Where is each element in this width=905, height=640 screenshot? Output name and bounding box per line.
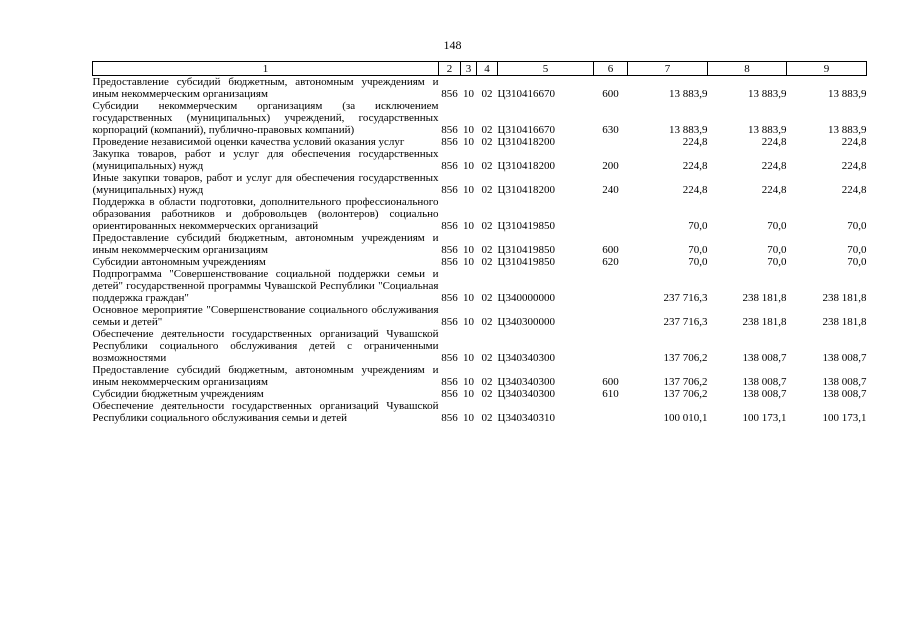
row-amount-col7: 224,8 [682, 184, 708, 196]
row-ministry-code: 856 [441, 136, 458, 148]
row-name: Предоставление субсидий бюджетным, автономным учреждениям и иным некоммерческим организациям [92, 76, 439, 100]
row-target-article: Ц340340300 [497, 388, 555, 400]
row-ministry-code: 856 [441, 292, 458, 304]
row-ministry-code: 856 [441, 88, 458, 100]
row-amount-col9: 224,8 [841, 136, 867, 148]
row-target-article: Ц310419850 [497, 256, 555, 268]
row-expense-type: 600 [602, 244, 619, 256]
table-row [93, 388, 867, 400]
row-target-article: Ц310419850 [497, 244, 555, 256]
row-name: Поддержка в области подготовки, дополнительного профессионального образования работников и добровольцев (волонтеров) социально ориентированных некоммерческих организаций [92, 196, 439, 232]
row-amount-col9: 13 883,9 [828, 88, 867, 100]
row-expense-type [594, 304, 628, 328]
row-amount-col7: 13 883,9 [669, 88, 708, 100]
row-section: 10 [463, 376, 474, 388]
row-subsection: 02 [481, 292, 493, 304]
row-name: Субсидии автономным учреждениям [92, 256, 266, 268]
row-amount-col8: 100 173,1 [742, 412, 787, 424]
row-expense-type: 610 [602, 388, 619, 400]
row-amount-col7: 137 706,2 [663, 352, 708, 364]
row-name: Обеспечение деятельности государственных организаций Чувашской Республики социального обслуживания семьи и детей [92, 400, 439, 424]
row-target-article: Ц310418200 [497, 160, 555, 172]
row-name: Предоставление субсидий бюджетным, автономным учреждениям и иным некоммерческим организациям [92, 364, 439, 388]
table-row [93, 328, 867, 364]
row-expense-type: 600 [602, 376, 619, 388]
row-target-article: Ц340300000 [497, 316, 555, 328]
row-expense-type [594, 196, 628, 232]
row-name: Субсидии некоммерческим организациям (за исключением государственных (муниципальных) учреждений, государственных корпораций (компаний), публично-правовых компаний) [92, 100, 439, 136]
row-ministry-code: 856 [441, 220, 458, 232]
column-header: 1 [93, 62, 439, 76]
table-row [93, 304, 867, 328]
row-target-article: Ц310419850 [497, 220, 555, 232]
row-amount-col7: 100 010,1 [663, 412, 708, 424]
row-target-article: Ц310416670 [497, 88, 555, 100]
row-ministry-code: 856 [441, 184, 458, 196]
row-amount-col7: 137 706,2 [663, 376, 708, 388]
row-amount-col9: 13 883,9 [828, 124, 867, 136]
row-subsection: 02 [481, 376, 493, 388]
table-row [93, 256, 867, 268]
column-header: 4 [477, 62, 498, 76]
row-amount-col8: 224,8 [761, 184, 787, 196]
row-target-article: Ц340340300 [497, 376, 555, 388]
row-expense-type [594, 400, 628, 424]
row-name: Проведение независимой оценки качества условий оказания услуг [92, 136, 405, 148]
row-name: Подпрограмма "Совершенствование социальной поддержки семьи и детей" государственной программы Чувашской Республики "Социальная поддержка граждан" [92, 268, 439, 304]
row-amount-col7: 70,0 [688, 244, 708, 256]
row-target-article: Ц310418200 [497, 136, 555, 148]
table-row [93, 196, 867, 232]
row-ministry-code: 856 [441, 256, 458, 268]
row-section: 10 [463, 220, 474, 232]
row-subsection: 02 [481, 160, 493, 172]
table-row [93, 100, 867, 136]
row-ministry-code: 856 [441, 376, 458, 388]
row-target-article: Ц310418200 [497, 184, 555, 196]
row-amount-col7: 224,8 [682, 160, 708, 172]
row-subsection: 02 [481, 136, 493, 148]
row-section: 10 [463, 292, 474, 304]
row-amount-col7: 237 716,3 [663, 292, 708, 304]
row-name: Обеспечение деятельности государственных организаций Чувашской Республики социального обслуживания детей с ограниченными возможностями [92, 328, 439, 364]
row-amount-col8: 238 181,8 [742, 292, 787, 304]
table-row [93, 364, 867, 388]
row-subsection: 02 [481, 88, 493, 100]
row-subsection: 02 [481, 316, 493, 328]
row-subsection: 02 [481, 412, 493, 424]
row-amount-col7: 70,0 [688, 256, 708, 268]
table-row [93, 136, 867, 148]
row-ministry-code: 856 [441, 352, 458, 364]
row-target-article: Ц310416670 [497, 124, 555, 136]
column-header: 9 [787, 62, 867, 76]
row-amount-col8: 138 008,7 [742, 388, 787, 400]
column-header: 3 [461, 62, 477, 76]
row-amount-col7: 224,8 [682, 136, 708, 148]
row-amount-col8: 138 008,7 [742, 376, 787, 388]
row-subsection: 02 [481, 184, 493, 196]
row-name: Иные закупки товаров, работ и услуг для обеспечения государственных (муниципальных) нужд [92, 172, 439, 196]
row-target-article: Ц340000000 [497, 292, 555, 304]
row-subsection: 02 [481, 256, 493, 268]
column-header: 6 [594, 62, 628, 76]
column-header: 8 [708, 62, 787, 76]
row-expense-type: 600 [602, 88, 619, 100]
column-header: 2 [439, 62, 461, 76]
row-amount-col9: 70,0 [847, 220, 867, 232]
row-section: 10 [463, 136, 474, 148]
row-amount-col8: 138 008,7 [742, 352, 787, 364]
row-amount-col8: 13 883,9 [748, 88, 787, 100]
row-amount-col9: 70,0 [847, 244, 867, 256]
row-subsection: 02 [481, 244, 493, 256]
table-row [93, 172, 867, 196]
row-ministry-code: 856 [441, 124, 458, 136]
column-number-header [93, 62, 867, 76]
row-section: 10 [463, 124, 474, 136]
row-amount-col9: 70,0 [847, 256, 867, 268]
row-amount-col9: 238 181,8 [822, 292, 867, 304]
row-name: Закупка товаров, работ и услуг для обеспечения государственных (муниципальных) нужд [92, 148, 439, 172]
row-subsection: 02 [481, 124, 493, 136]
row-ministry-code: 856 [441, 244, 458, 256]
row-subsection: 02 [481, 220, 493, 232]
row-expense-type [594, 268, 628, 304]
row-amount-col8: 70,0 [767, 256, 787, 268]
row-section: 10 [463, 244, 474, 256]
row-target-article: Ц340340300 [497, 352, 555, 364]
column-header: 5 [498, 62, 594, 76]
table-row [93, 148, 867, 172]
row-subsection: 02 [481, 352, 493, 364]
row-amount-col7: 13 883,9 [669, 124, 708, 136]
row-ministry-code: 856 [441, 160, 458, 172]
row-amount-col9: 238 181,8 [822, 316, 867, 328]
row-amount-col8: 70,0 [767, 244, 787, 256]
row-amount-col8: 224,8 [761, 160, 787, 172]
row-amount-col7: 237 716,3 [663, 316, 708, 328]
table-row [93, 268, 867, 304]
row-section: 10 [463, 256, 474, 268]
row-expense-type: 240 [602, 184, 619, 196]
table-row [93, 232, 867, 256]
row-ministry-code: 856 [441, 388, 458, 400]
row-amount-col8: 238 181,8 [742, 316, 787, 328]
row-amount-col8: 13 883,9 [748, 124, 787, 136]
row-amount-col7: 70,0 [688, 220, 708, 232]
row-amount-col9: 138 008,7 [822, 352, 867, 364]
row-expense-type: 200 [602, 160, 619, 172]
page-number: 148 [443, 38, 462, 52]
row-section: 10 [463, 388, 474, 400]
row-section: 10 [463, 352, 474, 364]
budget-table [92, 61, 867, 424]
row-ministry-code: 856 [441, 412, 458, 424]
row-expense-type: 630 [602, 124, 619, 136]
column-header: 7 [628, 62, 708, 76]
row-amount-col9: 224,8 [841, 184, 867, 196]
row-section: 10 [463, 160, 474, 172]
row-expense-type [594, 136, 628, 148]
row-ministry-code: 856 [441, 316, 458, 328]
row-name: Основное мероприятие "Совершенствование социального обслуживания семьи и детей" [92, 304, 439, 328]
row-amount-col9: 138 008,7 [822, 388, 867, 400]
row-amount-col7: 137 706,2 [663, 388, 708, 400]
row-subsection: 02 [481, 388, 493, 400]
row-amount-col8: 70,0 [767, 220, 787, 232]
row-name: Предоставление субсидий бюджетным, автономным учреждениям и иным некоммерческим организациям [92, 232, 439, 256]
row-expense-type [594, 328, 628, 364]
row-name: Субсидии бюджетным учреждениям [92, 388, 264, 400]
row-amount-col9: 224,8 [841, 160, 867, 172]
row-amount-col9: 138 008,7 [822, 376, 867, 388]
table-row [93, 76, 867, 101]
row-section: 10 [463, 184, 474, 196]
table-row [93, 400, 867, 424]
row-target-article: Ц340340310 [497, 412, 555, 424]
row-section: 10 [463, 412, 474, 424]
row-expense-type: 620 [602, 256, 619, 268]
row-amount-col9: 100 173,1 [822, 412, 867, 424]
row-section: 10 [463, 88, 474, 100]
row-section: 10 [463, 316, 474, 328]
row-amount-col8: 224,8 [761, 136, 787, 148]
